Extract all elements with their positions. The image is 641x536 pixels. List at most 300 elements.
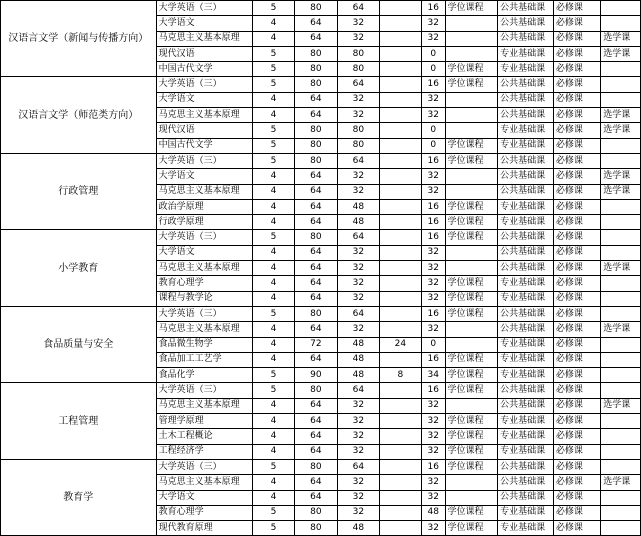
practice-hours-cell: 32 (421, 261, 445, 276)
elective-note-cell (601, 153, 641, 168)
lecture-hours-cell: 48 (337, 368, 379, 383)
practice-hours-cell: 16 (421, 306, 445, 321)
table-row (1, 153, 641, 168)
lab-hours-cell (379, 444, 421, 459)
required-type-cell: 必修课 (553, 276, 600, 291)
course-name-cell: 大学英语（三） (156, 153, 253, 168)
credits-cell: 4 (253, 245, 295, 260)
total-hours-cell: 80 (294, 138, 337, 153)
lab-hours-cell (379, 199, 421, 214)
required-type-cell: 必修课 (553, 475, 600, 490)
total-hours-cell: 80 (294, 306, 337, 321)
credits-cell: 4 (253, 414, 295, 429)
table-row (1, 459, 641, 474)
elective-note-cell (601, 230, 641, 245)
course-name-cell: 工程经济学 (156, 444, 253, 459)
degree-course-cell (445, 337, 498, 352)
lecture-hours-cell: 64 (337, 1, 379, 16)
course-category-cell: 公共基础课 (498, 31, 554, 46)
lab-hours-cell (379, 215, 421, 230)
practice-hours-cell: 32 (421, 521, 445, 536)
total-hours-cell: 64 (294, 429, 337, 444)
course-category-cell: 专业基础课 (498, 199, 554, 214)
required-type-cell: 必修课 (553, 77, 600, 92)
credits-cell: 5 (253, 383, 295, 398)
credits-cell: 4 (253, 169, 295, 184)
elective-note-cell (601, 138, 641, 153)
total-hours-cell: 64 (294, 215, 337, 230)
lecture-hours-cell: 32 (337, 92, 379, 107)
degree-course-cell: 学位课程 (445, 306, 498, 321)
total-hours-cell: 80 (294, 153, 337, 168)
required-type-cell: 必修课 (553, 230, 600, 245)
course-category-cell: 专业基础课 (498, 276, 554, 291)
total-hours-cell: 64 (294, 108, 337, 123)
practice-hours-cell: 0 (421, 62, 445, 77)
lecture-hours-cell: 64 (337, 153, 379, 168)
degree-course-cell: 学位课程 (445, 77, 498, 92)
practice-hours-cell: 32 (421, 169, 445, 184)
required-type-cell: 必修课 (553, 505, 600, 520)
lecture-hours-cell: 32 (337, 16, 379, 31)
credits-cell: 4 (253, 490, 295, 505)
course-name-cell: 马克思主义基本原理 (156, 322, 253, 337)
lecture-hours-cell: 32 (337, 261, 379, 276)
course-category-cell: 公共基础课 (498, 322, 554, 337)
course-name-cell: 大学英语（三） (156, 1, 253, 16)
total-hours-cell: 64 (294, 199, 337, 214)
required-type-cell: 必修课 (553, 184, 600, 199)
credits-cell: 4 (253, 276, 295, 291)
required-type-cell: 必修课 (553, 306, 600, 321)
required-type-cell: 必修课 (553, 46, 600, 61)
lab-hours-cell (379, 169, 421, 184)
course-category-cell: 专业基础课 (498, 123, 554, 138)
lecture-hours-cell: 32 (337, 184, 379, 199)
practice-hours-cell: 0 (421, 138, 445, 153)
degree-course-cell (445, 169, 498, 184)
elective-note-cell: 选学课 (601, 398, 641, 413)
degree-course-cell (445, 322, 498, 337)
course-name-cell: 大学英语（三） (156, 459, 253, 474)
course-category-cell: 专业基础课 (498, 429, 554, 444)
required-type-cell: 必修课 (553, 291, 600, 306)
practice-hours-cell: 32 (421, 245, 445, 260)
required-type-cell: 必修课 (553, 16, 600, 31)
lab-hours-cell (379, 429, 421, 444)
practice-hours-cell: 32 (421, 16, 445, 31)
total-hours-cell: 64 (294, 352, 337, 367)
credits-cell: 5 (253, 46, 295, 61)
lecture-hours-cell: 64 (337, 230, 379, 245)
course-name-cell: 课程与教学论 (156, 291, 253, 306)
required-type-cell: 必修课 (553, 92, 600, 107)
elective-note-cell (601, 368, 641, 383)
course-category-cell: 公共基础课 (498, 77, 554, 92)
required-type-cell: 必修课 (553, 108, 600, 123)
elective-note-cell: 选学课 (601, 475, 641, 490)
lab-hours-cell (379, 62, 421, 77)
lab-hours-cell (379, 276, 421, 291)
table-row (1, 1, 641, 16)
credits-cell: 4 (253, 199, 295, 214)
course-name-cell: 大学语文 (156, 16, 253, 31)
degree-course-cell (445, 46, 498, 61)
total-hours-cell: 80 (294, 505, 337, 520)
practice-hours-cell: 16 (421, 459, 445, 474)
practice-hours-cell: 32 (421, 475, 445, 490)
elective-note-cell (601, 352, 641, 367)
credits-cell: 4 (253, 352, 295, 367)
lab-hours-cell: 24 (379, 337, 421, 352)
degree-course-cell: 学位课程 (445, 521, 498, 536)
elective-note-cell (601, 521, 641, 536)
degree-course-cell: 学位课程 (445, 199, 498, 214)
required-type-cell: 必修课 (553, 138, 600, 153)
required-type-cell: 必修课 (553, 414, 600, 429)
degree-course-cell: 学位课程 (445, 230, 498, 245)
course-category-cell: 专业基础课 (498, 352, 554, 367)
total-hours-cell: 64 (294, 16, 337, 31)
lecture-hours-cell: 32 (337, 444, 379, 459)
lab-hours-cell (379, 505, 421, 520)
required-type-cell: 必修课 (553, 383, 600, 398)
course-category-cell: 公共基础课 (498, 230, 554, 245)
credits-cell: 4 (253, 261, 295, 276)
practice-hours-cell: 32 (421, 291, 445, 306)
lab-hours-cell (379, 306, 421, 321)
lecture-hours-cell: 48 (337, 337, 379, 352)
lecture-hours-cell: 80 (337, 46, 379, 61)
major-name-cell: 教育学 (1, 459, 157, 535)
degree-course-cell: 学位课程 (445, 291, 498, 306)
lab-hours-cell (379, 92, 421, 107)
total-hours-cell: 80 (294, 459, 337, 474)
lecture-hours-cell: 32 (337, 414, 379, 429)
total-hours-cell: 64 (294, 291, 337, 306)
course-name-cell: 现代汉语 (156, 123, 253, 138)
lecture-hours-cell: 80 (337, 62, 379, 77)
credits-cell: 4 (253, 322, 295, 337)
course-category-cell: 公共基础课 (498, 245, 554, 260)
credits-cell: 5 (253, 505, 295, 520)
course-name-cell: 马克思主义基本原理 (156, 261, 253, 276)
lecture-hours-cell: 80 (337, 123, 379, 138)
practice-hours-cell: 0 (421, 337, 445, 352)
elective-note-cell: 选学课 (601, 261, 641, 276)
course-category-cell: 公共基础课 (498, 306, 554, 321)
lecture-hours-cell: 32 (337, 245, 379, 260)
required-type-cell: 必修课 (553, 337, 600, 352)
course-name-cell: 马克思主义基本原理 (156, 108, 253, 123)
lab-hours-cell (379, 398, 421, 413)
credits-cell: 4 (253, 108, 295, 123)
course-category-cell: 公共基础课 (498, 1, 554, 16)
credits-cell: 5 (253, 77, 295, 92)
practice-hours-cell: 0 (421, 123, 445, 138)
elective-note-cell (601, 505, 641, 520)
degree-course-cell (445, 490, 498, 505)
lab-hours-cell (379, 46, 421, 61)
course-name-cell: 中国古代文学 (156, 62, 253, 77)
course-category-cell: 公共基础课 (498, 459, 554, 474)
course-category-cell: 专业基础课 (498, 62, 554, 77)
required-type-cell: 必修课 (553, 352, 600, 367)
elective-note-cell (601, 199, 641, 214)
total-hours-cell: 80 (294, 123, 337, 138)
required-type-cell: 必修课 (553, 1, 600, 16)
lab-hours-cell (379, 138, 421, 153)
total-hours-cell: 64 (294, 169, 337, 184)
credits-cell: 5 (253, 138, 295, 153)
elective-note-cell (601, 245, 641, 260)
elective-note-cell (601, 215, 641, 230)
course-category-cell: 专业基础课 (498, 368, 554, 383)
course-category-cell: 公共基础课 (498, 16, 554, 31)
credits-cell: 4 (253, 475, 295, 490)
elective-note-cell (601, 444, 641, 459)
elective-note-cell (601, 459, 641, 474)
practice-hours-cell: 16 (421, 383, 445, 398)
course-category-cell: 专业基础课 (498, 215, 554, 230)
lab-hours-cell (379, 261, 421, 276)
lecture-hours-cell: 32 (337, 505, 379, 520)
credits-cell: 4 (253, 291, 295, 306)
total-hours-cell: 80 (294, 521, 337, 536)
required-type-cell: 必修课 (553, 169, 600, 184)
credits-cell: 4 (253, 31, 295, 46)
course-name-cell: 大学语文 (156, 490, 253, 505)
required-type-cell: 必修课 (553, 31, 600, 46)
degree-course-cell (445, 108, 498, 123)
credits-cell: 4 (253, 337, 295, 352)
practice-hours-cell: 32 (421, 444, 445, 459)
course-category-cell: 公共基础课 (498, 92, 554, 107)
course-category-cell: 公共基础课 (498, 383, 554, 398)
practice-hours-cell: 32 (421, 31, 445, 46)
total-hours-cell: 80 (294, 62, 337, 77)
credits-cell: 4 (253, 92, 295, 107)
degree-course-cell (445, 184, 498, 199)
credits-cell: 4 (253, 184, 295, 199)
lab-hours-cell (379, 31, 421, 46)
course-name-cell: 土木工程概论 (156, 429, 253, 444)
elective-note-cell (601, 337, 641, 352)
practice-hours-cell: 16 (421, 352, 445, 367)
credits-cell: 4 (253, 215, 295, 230)
major-name-cell: 汉语言文学（新闻与传播方向） (1, 1, 157, 77)
lab-hours-cell: 8 (379, 368, 421, 383)
elective-note-cell: 选学课 (601, 108, 641, 123)
required-type-cell: 必修课 (553, 261, 600, 276)
lecture-hours-cell: 64 (337, 459, 379, 474)
course-name-cell: 现代汉语 (156, 46, 253, 61)
elective-note-cell: 选学课 (601, 169, 641, 184)
major-name-cell: 行政管理 (1, 153, 157, 229)
table-row (1, 230, 641, 245)
degree-course-cell (445, 398, 498, 413)
degree-course-cell: 学位课程 (445, 138, 498, 153)
table-row (1, 383, 641, 398)
elective-note-cell (601, 490, 641, 505)
total-hours-cell: 64 (294, 31, 337, 46)
credits-cell: 5 (253, 153, 295, 168)
practice-hours-cell: 16 (421, 215, 445, 230)
lab-hours-cell (379, 521, 421, 536)
course-category-cell: 公共基础课 (498, 108, 554, 123)
required-type-cell: 必修课 (553, 322, 600, 337)
course-name-cell: 中国古代文学 (156, 138, 253, 153)
total-hours-cell: 80 (294, 46, 337, 61)
credits-cell: 5 (253, 459, 295, 474)
degree-course-cell: 学位课程 (445, 276, 498, 291)
course-name-cell: 教育心理学 (156, 505, 253, 520)
elective-note-cell (601, 276, 641, 291)
major-name-cell: 工程管理 (1, 383, 157, 459)
credits-cell: 4 (253, 429, 295, 444)
lecture-hours-cell: 64 (337, 306, 379, 321)
elective-note-cell: 选学课 (601, 31, 641, 46)
course-category-cell: 专业基础课 (498, 46, 554, 61)
lecture-hours-cell: 48 (337, 352, 379, 367)
practice-hours-cell: 32 (421, 429, 445, 444)
table-row (1, 306, 641, 321)
elective-note-cell: 选学课 (601, 46, 641, 61)
course-name-cell: 食品化学 (156, 368, 253, 383)
degree-course-cell: 学位课程 (445, 352, 498, 367)
lab-hours-cell (379, 123, 421, 138)
course-name-cell: 马克思主义基本原理 (156, 398, 253, 413)
practice-hours-cell: 16 (421, 230, 445, 245)
practice-hours-cell: 32 (421, 398, 445, 413)
total-hours-cell: 64 (294, 444, 337, 459)
course-name-cell: 马克思主义基本原理 (156, 475, 253, 490)
lab-hours-cell (379, 245, 421, 260)
degree-course-cell: 学位课程 (445, 368, 498, 383)
required-type-cell: 必修课 (553, 123, 600, 138)
lecture-hours-cell: 32 (337, 475, 379, 490)
required-type-cell: 必修课 (553, 368, 600, 383)
elective-note-cell (601, 383, 641, 398)
required-type-cell: 必修课 (553, 490, 600, 505)
required-type-cell: 必修课 (553, 521, 600, 536)
lab-hours-cell (379, 352, 421, 367)
course-category-cell: 公共基础课 (498, 475, 554, 490)
course-category-cell: 专业基础课 (498, 138, 554, 153)
credits-cell: 5 (253, 521, 295, 536)
practice-hours-cell: 32 (421, 92, 445, 107)
degree-course-cell: 学位课程 (445, 414, 498, 429)
course-name-cell: 大学语文 (156, 169, 253, 184)
total-hours-cell: 64 (294, 398, 337, 413)
lecture-hours-cell: 64 (337, 383, 379, 398)
course-name-cell: 大学英语（三） (156, 383, 253, 398)
course-name-cell: 大学英语（三） (156, 230, 253, 245)
course-name-cell: 大学语文 (156, 92, 253, 107)
lab-hours-cell (379, 153, 421, 168)
practice-hours-cell: 32 (421, 108, 445, 123)
course-name-cell: 食品微生物学 (156, 337, 253, 352)
elective-note-cell: 选学课 (601, 123, 641, 138)
table-row (1, 77, 641, 92)
required-type-cell: 必修课 (553, 199, 600, 214)
lecture-hours-cell: 80 (337, 138, 379, 153)
elective-note-cell: 选学课 (601, 184, 641, 199)
course-category-cell: 公共基础课 (498, 153, 554, 168)
lecture-hours-cell: 32 (337, 276, 379, 291)
degree-course-cell (445, 16, 498, 31)
course-category-cell: 专业基础课 (498, 414, 554, 429)
total-hours-cell: 64 (294, 276, 337, 291)
lab-hours-cell (379, 230, 421, 245)
degree-course-cell: 学位课程 (445, 153, 498, 168)
lecture-hours-cell: 32 (337, 398, 379, 413)
practice-hours-cell: 48 (421, 505, 445, 520)
degree-course-cell: 学位课程 (445, 429, 498, 444)
course-name-cell: 大学英语（三） (156, 306, 253, 321)
lab-hours-cell (379, 459, 421, 474)
course-name-cell: 现代教育原理 (156, 521, 253, 536)
degree-course-cell (445, 31, 498, 46)
total-hours-cell: 80 (294, 77, 337, 92)
total-hours-cell: 64 (294, 92, 337, 107)
total-hours-cell: 64 (294, 475, 337, 490)
required-type-cell: 必修课 (553, 398, 600, 413)
course-category-cell: 专业基础课 (498, 337, 554, 352)
practice-hours-cell: 32 (421, 490, 445, 505)
credits-cell: 5 (253, 306, 295, 321)
credits-cell: 5 (253, 368, 295, 383)
course-name-cell: 食品加工工艺学 (156, 352, 253, 367)
elective-note-cell (601, 429, 641, 444)
lecture-hours-cell: 48 (337, 521, 379, 536)
course-name-cell: 马克思主义基本原理 (156, 184, 253, 199)
lecture-hours-cell: 32 (337, 322, 379, 337)
course-table-body (1, 1, 641, 536)
degree-course-cell: 学位课程 (445, 1, 498, 16)
major-name-cell: 汉语言文学（师范类方向） (1, 77, 157, 153)
lecture-hours-cell: 64 (337, 77, 379, 92)
credits-cell: 5 (253, 1, 295, 16)
total-hours-cell: 72 (294, 337, 337, 352)
major-name-cell: 小学教育 (1, 230, 157, 306)
lecture-hours-cell: 32 (337, 31, 379, 46)
elective-note-cell: 选学课 (601, 322, 641, 337)
lecture-hours-cell: 32 (337, 490, 379, 505)
degree-course-cell: 学位课程 (445, 383, 498, 398)
course-category-cell: 专业基础课 (498, 444, 554, 459)
elective-note-cell (601, 77, 641, 92)
practice-hours-cell: 32 (421, 322, 445, 337)
practice-hours-cell: 32 (421, 184, 445, 199)
degree-course-cell: 学位课程 (445, 459, 498, 474)
course-name-cell: 大学语文 (156, 245, 253, 260)
degree-course-cell: 学位课程 (445, 505, 498, 520)
lecture-hours-cell: 32 (337, 169, 379, 184)
required-type-cell: 必修课 (553, 245, 600, 260)
lab-hours-cell (379, 383, 421, 398)
degree-course-cell: 学位课程 (445, 444, 498, 459)
credits-cell: 5 (253, 230, 295, 245)
lecture-hours-cell: 32 (337, 291, 379, 306)
degree-course-cell: 学位课程 (445, 62, 498, 77)
practice-hours-cell: 16 (421, 199, 445, 214)
elective-note-cell (601, 92, 641, 107)
elective-note-cell (601, 1, 641, 16)
lab-hours-cell (379, 77, 421, 92)
course-category-cell: 公共基础课 (498, 398, 554, 413)
degree-course-cell (445, 475, 498, 490)
